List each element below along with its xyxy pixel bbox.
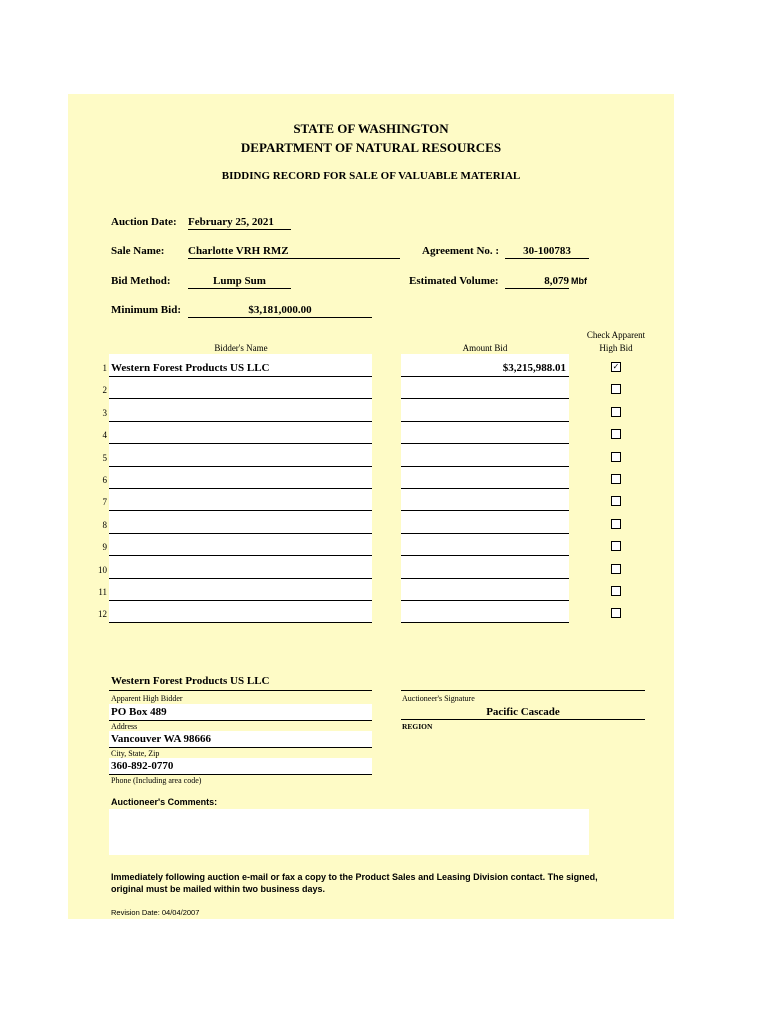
- amount-bid-header: Amount Bid: [462, 343, 508, 353]
- bidder-line: [109, 600, 372, 601]
- check-high-bid-header-1: Check Apparent: [586, 330, 646, 340]
- footer-instruction-1: Immediately following auction e-mail or fax a copy to the Product Sales and Leasing Division contact. The signed,: [111, 872, 598, 882]
- form-title: BIDDING RECORD FOR SALE OF VALUABLE MATERIAL: [221, 170, 521, 182]
- auction-date-field[interactable]: February 25, 2021: [188, 215, 291, 230]
- row-number: 2: [102, 385, 107, 396]
- sale-name-field[interactable]: Charlotte VRH RMZ: [188, 244, 400, 259]
- amount-line: [401, 600, 569, 601]
- high-bid-checkbox[interactable]: [611, 496, 621, 506]
- high-bid-checkbox[interactable]: [611, 384, 621, 394]
- amount-line: [401, 398, 569, 399]
- bid-method-label: Bid Method:: [111, 275, 171, 287]
- phone-field[interactable]: 360-892-0770: [111, 760, 174, 772]
- row-number: 1: [102, 363, 107, 373]
- high-bid-checkbox[interactable]: [611, 474, 621, 484]
- high-bid-checkbox[interactable]: [611, 429, 621, 439]
- region-field[interactable]: Pacific Cascade: [486, 706, 560, 718]
- bidding-record-form: [68, 94, 674, 919]
- minimum-bid-field[interactable]: $3,181,000.00: [188, 303, 372, 318]
- row-number: 8: [102, 519, 107, 530]
- high-bid-checkbox[interactable]: ✓: [612, 362, 620, 371]
- estimated-volume-field[interactable]: 8,079: [505, 274, 569, 289]
- city-state-zip-field[interactable]: Vancouver WA 98666: [111, 733, 212, 745]
- high-bid-checkbox[interactable]: [611, 407, 621, 417]
- agreement-label: Agreement No. :: [422, 245, 500, 257]
- auction-date-label: Auction Date:: [111, 216, 177, 228]
- bidder-line: [109, 578, 372, 579]
- amount-line: [401, 488, 569, 489]
- phone-line: [109, 774, 372, 775]
- state-title: STATE OF WASHINGTON: [293, 121, 449, 136]
- bid-method-field[interactable]: Lump Sum: [188, 274, 291, 289]
- bidder-line: [109, 555, 372, 556]
- high-bid-checkbox[interactable]: [611, 519, 621, 529]
- row-number: 6: [102, 475, 107, 485]
- high-bid-checkbox[interactable]: [611, 586, 621, 596]
- amount-line: [401, 466, 569, 467]
- estimated-volume-label: Estimated Volume:: [409, 275, 499, 287]
- row-number: 9: [102, 542, 107, 553]
- bidder-line: [109, 510, 372, 511]
- bidder-name-header: Bidder's Name: [214, 343, 268, 353]
- department-title: DEPARTMENT OF NATURAL RESOURCES: [240, 140, 502, 155]
- region-label: REGION: [402, 722, 433, 731]
- check-high-bid-header-2: High Bid: [599, 343, 633, 353]
- bidder-line: [109, 533, 372, 534]
- row-number: 10: [98, 564, 107, 575]
- minimum-bid-label: Minimum Bid:: [111, 304, 181, 316]
- amount-line: [401, 510, 569, 511]
- row-number: 4: [102, 430, 107, 441]
- bidder-line: [109, 376, 372, 377]
- bidder-line: [109, 488, 372, 489]
- revision-date: Revision Date: 04/04/2007: [111, 908, 200, 917]
- amount-line: [401, 421, 569, 422]
- comments-label: Auctioneer's Comments:: [111, 797, 218, 807]
- bidder-line: [109, 398, 372, 399]
- amount-line: [401, 533, 569, 534]
- row-number: 3: [102, 407, 107, 418]
- high-bid-checkbox[interactable]: [611, 564, 621, 574]
- signature-label: Auctioneer's Signature: [402, 694, 475, 703]
- amount-line: [401, 443, 569, 444]
- high-bidder-line: [109, 690, 372, 691]
- region-line: [401, 719, 645, 720]
- footer-instruction-2: original must be mailed within two business days.: [111, 884, 326, 894]
- row-number: 7: [102, 497, 107, 508]
- row-number: 5: [102, 452, 107, 463]
- bidder-line: [109, 466, 372, 467]
- bidder-line: [109, 421, 372, 422]
- bidder-name-cell[interactable]: Western Forest Products US LLC: [111, 362, 270, 374]
- sale-name-label: Sale Name:: [111, 245, 165, 257]
- city-state-zip-label: City, State, Zip: [111, 749, 160, 758]
- amount-line: [401, 555, 569, 556]
- row-number: 11: [98, 587, 107, 597]
- high-bid-checkbox[interactable]: [611, 452, 621, 462]
- bidder-line: [109, 443, 372, 444]
- high-bid-checkbox[interactable]: [611, 541, 621, 551]
- amount-line: [401, 622, 569, 623]
- address-label: Address: [111, 722, 138, 731]
- address-field[interactable]: PO Box 489: [111, 706, 167, 718]
- high-bidder-label: Apparent High Bidder: [111, 694, 183, 703]
- amount-bid-cell[interactable]: $3,215,988.01: [502, 362, 566, 374]
- city-line: [109, 747, 372, 748]
- address-line: [109, 720, 372, 721]
- volume-unit: Mbf: [571, 276, 587, 286]
- agreement-number-field[interactable]: 30-100783: [505, 244, 589, 259]
- amount-line: [401, 376, 569, 377]
- high-bidder-name: Western Forest Products US LLC: [111, 675, 270, 687]
- signature-line: [401, 690, 645, 691]
- amount-line: [401, 578, 569, 579]
- comments-box[interactable]: [109, 809, 589, 855]
- phone-label: Phone (Including area code): [111, 776, 202, 785]
- high-bid-checkbox[interactable]: [611, 608, 621, 618]
- row-number: 12: [98, 609, 107, 620]
- bidder-line: [109, 622, 372, 623]
